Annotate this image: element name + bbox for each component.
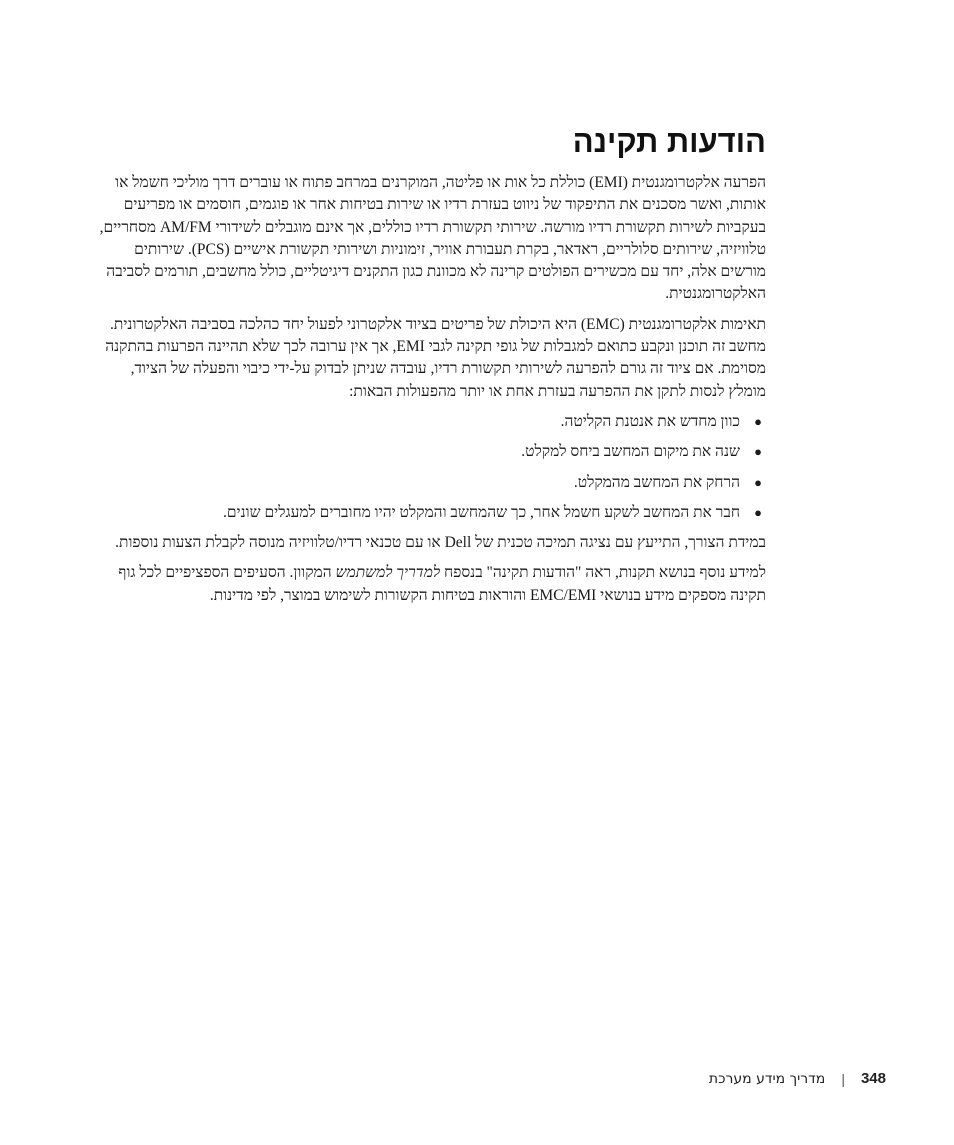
users-guide-reference: למדריך למשתמש (335, 564, 441, 582)
emi-paragraph: הפרעה אלקטרומגנטית (EMI) כוללת כל אות או פליטה, המוקרנים במרחב פתוח או עוברים דרך מוליכי חשמל או אותות, ואשר מסכנים את התיפקוד של ניווט בעזרת רדיו או שירות בטיחות אחר או פוגמים, חוסמים או מפריעים בעקביות לשירות תקשורת רדיו מורשה. שירותי תקשורת רדיו כוללים, אך אינם מוגבלים לשידורי AM/FM מסחריים, טלוויזיה, שירותים סלולריים, ראדאר, בקרת תעבורת אוויר, זימוניות ושירותי תקשורת אישיים (PCS). שירותים מורשים אלה, יחד עם מכשירים הפולטים קרינה לא מכוונת כגון התקנים דיגיטליים, כולל מחשבים, תורמים לסביבה האלקטרומגנטית. (99, 174, 766, 303)
more-info-text-end: המקוון. הסעיפים הספציפיים לכל גוף תקינה מספקים מידע בנושאי EMC/EMI והוראות בטיחות הקשורות לשימוש במוצר, לפי מדינות. (118, 564, 766, 604)
more-info-text-start: למידע נוסף בנושא תקנות, ראה "הודעות תקינה" בנספח (440, 564, 766, 582)
page-content (96, 120, 766, 615)
page-title: הודעות תקינה (572, 124, 766, 159)
page-number: 348 (860, 1070, 886, 1087)
list-item (96, 441, 766, 463)
list-item-text: חבר את המחשב לשקע חשמל אחר, כך שהמחשב והמקלט יהיו מחוברים למעגלים שונים. (223, 503, 740, 521)
footer-separator: | (841, 1070, 845, 1087)
bullet-icon: ● (754, 444, 762, 460)
bullet-icon: ● (754, 504, 762, 520)
support-paragraph: במידת הצורך, התייעץ עם נציגה תמיכה טכנית של Dell או עם טכנאי רדיו/טלוויזיה מנוסה לקבלת הצעות נוספות. (115, 534, 766, 552)
more-info-paragraph (96, 562, 766, 607)
bullet-icon: ● (754, 413, 762, 429)
list-item (96, 411, 766, 433)
list-item-text: שנה את מיקום המחשב ביחס למקלט. (521, 443, 740, 461)
guide-title: מדריך מידע מערכת (708, 1070, 826, 1087)
list-item (96, 472, 766, 494)
list-item-text: הרחק את המחשב מהמקלט. (573, 473, 740, 491)
page-footer (709, 1070, 886, 1087)
bullet-icon: ● (754, 474, 762, 490)
corrective-actions-list (96, 411, 766, 524)
list-item-text: כוון מחדש את אנטנת הקליטה. (560, 412, 740, 430)
emc-paragraph: תאימות אלקטרומגנטית (EMC) היא היכולת של פריטים בציוד אלקטרוני לפעול יחד כהלכה בסביבה האלקטרונית. מחשב זה תוכנן ונקבע כתואם למגבלות של גופי תקינה לגבי EMI, אך אין ערובה לכך שלא תהיינה הפרעות בהתקנה מסוימת. אם ציוד זה גורם להפרעה לשירותי תקשורת רדיו, עובדה שניתן לבדוק על-ידי כיבוי והפעלה של הציוד, מומלץ לנסות לתקן את ההפרעה בעזרת אחת או יותר מהפעולות הבאות: (105, 315, 766, 400)
list-item (96, 502, 766, 524)
